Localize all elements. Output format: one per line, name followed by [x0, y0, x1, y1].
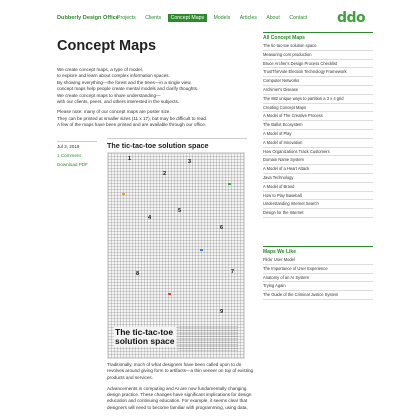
sidebar-map-link[interactable]: Understanding Internet Search — [263, 200, 373, 209]
poster-number: 9 — [220, 309, 224, 315]
brand-name[interactable]: Dubberly Design Office — [57, 15, 119, 21]
sidebar-map-link[interactable]: A Model of Brand — [263, 183, 373, 192]
body-paragraph — [107, 362, 257, 381]
poster-number: 6 — [220, 225, 224, 231]
main-nav — [114, 14, 314, 22]
intro-paragraph — [57, 67, 257, 105]
top-bar — [0, 0, 415, 34]
sidebar-liked-link[interactable]: Anatomy of an AI System — [263, 274, 373, 283]
sidebar-liked-link[interactable]: Flickr User Model — [263, 256, 373, 265]
intro-text — [57, 67, 257, 133]
body-line: products and services. — [107, 374, 153, 380]
page-title: Concept Maps — [57, 38, 157, 54]
body-line: revolves around giving form to artifacts—a thin veneer on top of existing — [107, 368, 254, 374]
sidebar-map-link[interactable]: How to Play Baseball — [263, 192, 373, 201]
sidebar-map-link[interactable]: A Model of Innovation — [263, 139, 373, 148]
nav-projects[interactable]: Projects — [117, 15, 136, 21]
body-line: Traditionally, much of what designers have been called upon to do — [107, 362, 242, 367]
poster-number: 5 — [178, 208, 182, 214]
poster-legend-text — [178, 325, 238, 351]
nav-articles[interactable]: Articles — [239, 15, 257, 21]
poster-number: 1 — [128, 156, 132, 162]
note-line: They can be printed at smaller sizes (11 x 17), but may be difficult to read. — [57, 115, 208, 121]
poster-accent — [168, 293, 171, 295]
sidebar-heading-like: Maps We Like — [263, 246, 373, 255]
poster-title: The tic-tac-toe solution space — [115, 327, 175, 346]
poster-number: 7 — [231, 269, 235, 275]
post-body — [107, 362, 257, 416]
body-line: design practice. These changes have significant implications for design — [107, 392, 252, 398]
sidebar-map-link[interactable]: Bruce Archer's Design Process Checklist — [263, 60, 373, 69]
poster-number: 4 — [148, 215, 152, 221]
sidebar-map-link[interactable]: Creating Concept Maps — [263, 104, 373, 113]
poster-number: 3 — [188, 159, 192, 165]
sidebar-map-link[interactable]: Computer Networks — [263, 77, 373, 86]
body-line: Advancements in computing and AI are now fundamentally changing — [107, 385, 247, 391]
body-line: designers will need to become familiar with programming, using data, — [107, 404, 248, 410]
sidebar-maps-we-like — [263, 246, 373, 300]
note-line: Please note: many of our concept maps are poster size. — [57, 109, 171, 115]
intro-line: with our clients, peers, and others interested in the subjects. — [57, 99, 180, 105]
sidebar-liked-link[interactable]: The Guide of the Criminal Justice System — [263, 291, 373, 300]
sidebar-map-link[interactable]: A Model of Play — [263, 130, 373, 139]
poster-accent — [200, 249, 203, 251]
concept-map-poster[interactable] — [107, 152, 245, 359]
intro-line: By showing everything—the forest and the trees—in a single view, — [57, 79, 192, 85]
sidebar-map-link[interactable]: The tic-tac-toe solution space — [263, 42, 373, 51]
sidebar-map-link[interactable]: Archimer's Disease — [263, 86, 373, 95]
poster-accent — [122, 193, 125, 195]
sidebar-map-link[interactable]: Design for the Internet — [263, 209, 373, 218]
post-title[interactable]: The tic-tac-toe solution space — [107, 138, 247, 150]
poster-number: 8 — [136, 271, 140, 277]
sidebar-map-link[interactable]: Java Technology — [263, 174, 373, 183]
sidebar-liked-link[interactable]: Trying Again — [263, 282, 373, 291]
intro-line: to explore and learn about complex information spaces. — [57, 73, 170, 79]
intro-line: concept maps help people create mental models and clarify thoughts. — [57, 86, 199, 92]
body-paragraph — [107, 386, 257, 411]
post-date: Jul 3, 2019 — [57, 141, 97, 149]
sidebar-map-link[interactable]: The 882 unique ways to partition a 3 x 4 grid — [263, 95, 373, 104]
sidebar-liked-link[interactable]: The Importance of User Experience — [263, 265, 373, 274]
sidebar-map-link[interactable]: TrustTheVote Election Technology Framework — [263, 68, 373, 77]
nav-models[interactable]: Models — [213, 15, 231, 21]
body-line: education and continuing education. For example, it seems clear that — [107, 398, 248, 404]
nav-about[interactable]: About — [266, 15, 280, 21]
note-line: A few of the maps have been printed and are available through our office. — [57, 122, 207, 128]
sidebar-map-link[interactable]: Measuring corn production — [263, 51, 373, 60]
sidebar-map-link[interactable]: A Model of a Heart Attack — [263, 165, 373, 174]
sidebar-map-link[interactable]: Domain Name System — [263, 156, 373, 165]
intro-line: We create concept maps, a type of model, — [57, 67, 143, 72]
poster-accent — [228, 183, 231, 185]
sidebar-heading-all: All Concept Maps — [263, 32, 373, 41]
maps-we-like-list — [263, 256, 373, 300]
download-pdf-link[interactable]: Download PDF — [57, 162, 88, 167]
sidebar-map-link[interactable]: The Ballot Ecosystem — [263, 121, 373, 130]
post-meta — [57, 141, 97, 167]
sidebar-all-maps — [263, 32, 373, 218]
comment-link[interactable]: 1 Comment — [57, 153, 81, 158]
all-maps-list — [263, 42, 373, 218]
note-paragraph — [57, 109, 257, 128]
intro-line: We create concept maps to share understanding— — [57, 92, 161, 98]
ddo-logo[interactable]: ddo — [337, 10, 366, 26]
nav-clients[interactable]: Clients — [145, 15, 162, 21]
nav-concept-maps[interactable]: Concept Maps — [168, 14, 207, 22]
sidebar-map-link[interactable]: How Organizations Track Customers — [263, 148, 373, 157]
sidebar-map-link[interactable]: A Model of The Creative Process — [263, 112, 373, 121]
poster-number: 2 — [163, 171, 167, 177]
nav-contact[interactable]: Contact — [289, 15, 308, 21]
